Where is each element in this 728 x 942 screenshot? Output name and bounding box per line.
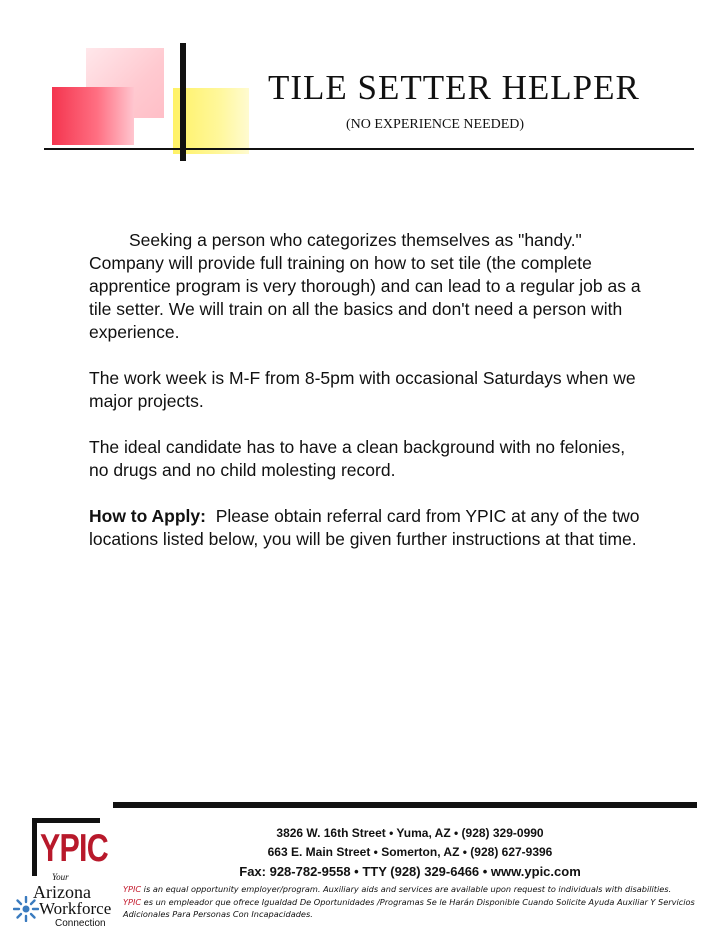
disclaimer-spanish-text: es un empleador que ofrece Igualdad De Oportunidades /Programas Se le Harán Disponible Cuando Solicite Ayuda Auxiliar Y Servicios Adicionales Para Personas Con Incapacidades. (123, 896, 695, 919)
ypic-logo: YPIC (40, 827, 108, 870)
logo-bracket-top (32, 818, 100, 823)
contact-info (200, 824, 620, 881)
disclaimer-brand-es: YPIC (123, 896, 142, 907)
disclaimer-english-text: is an equal opportunity employer/program. Auxiliary aids and services are available upon request to individuals with disabilities. (141, 884, 672, 894)
fax-tty-website: Fax: 928-782-9558 • TTY (928) 329-6466 • www.ypic.com (239, 864, 581, 879)
arizona-workforce-logo (13, 882, 117, 932)
how-to-apply-text: Please obtain referral card from YPIC at any of the two locations listed below, you will be given further instructions at that time. (89, 506, 640, 549)
how-to-apply-paragraph (89, 505, 649, 551)
address-somerton: 663 E. Main Street • Somerton, AZ • (928) 627-9396 (267, 845, 553, 859)
how-to-apply-label: How to Apply: (89, 506, 206, 526)
disclaimer-english (123, 883, 703, 896)
page-title: TILE SETTER HELPER (268, 68, 640, 107)
page-subtitle: (NO EXPERIENCE NEEDED) (346, 117, 525, 132)
disclaimer-brand: YPIC (123, 884, 142, 894)
job-description (89, 229, 649, 574)
disclaimer-spanish (123, 896, 703, 921)
description-text: Seeking a person who categorizes themselves as "handy." Company will provide full training on how to set tile (the complete apprentice program is very thorough) and can lead to a regular job as a tile setter. We will train on all the basics and don't need a person with experience. (89, 230, 641, 342)
description-paragraph (89, 229, 649, 344)
logo-bracket (32, 818, 37, 876)
decorative-vertical-bar (180, 43, 186, 161)
logo-connection-text: Connection (55, 918, 106, 929)
schedule-paragraph: The work week is M-F from 8-5pm with occasional Saturdays when we major projects. (89, 368, 636, 411)
header-divider (44, 148, 694, 150)
logo-workforce-text: Workforce (39, 899, 112, 918)
decorative-red-square (52, 87, 134, 145)
requirements-paragraph: The ideal candidate has to have a clean background with no felonies, no drugs and no child molesting record. (89, 437, 626, 480)
footer-divider (113, 802, 697, 808)
logo-your-text: Your (52, 872, 69, 882)
address-yuma: 3826 W. 16th Street • Yuma, AZ • (928) 329-0990 (276, 826, 544, 840)
logo-arizona-text: Arizona (33, 882, 91, 902)
disclaimer (123, 883, 703, 921)
